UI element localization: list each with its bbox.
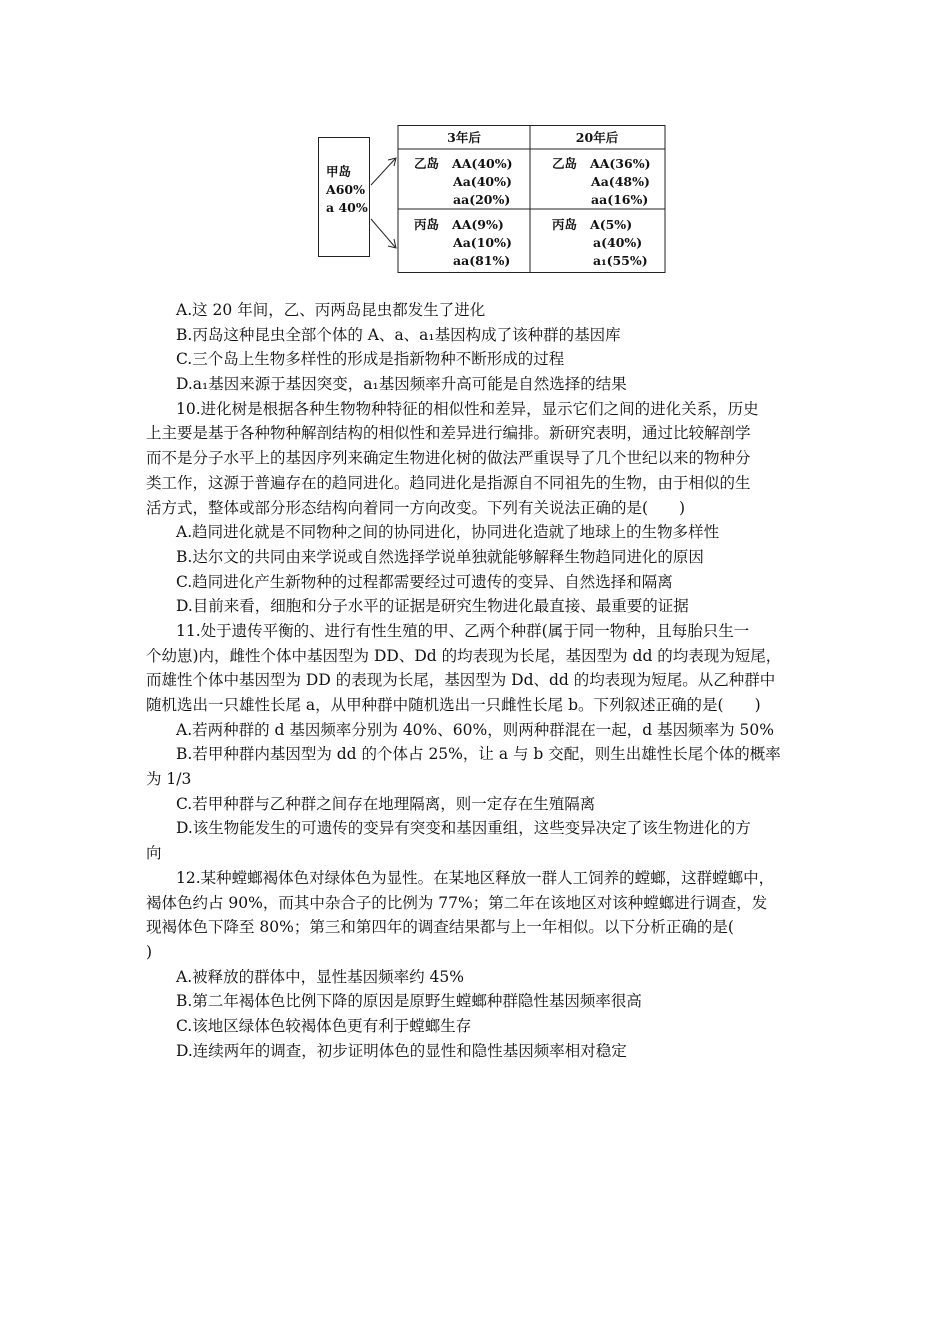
q10-option-d: D.目前来看，细胞和分子水平的证据是研究生物进化最直接、最重要的证据: [176, 597, 689, 616]
bing-3y-Aa: Aa(10%): [453, 235, 512, 250]
yi-3y-aa: aa(20%): [453, 192, 511, 207]
q10-option-b: B.达尔文的共同由来学说或自然选择学说单独就能够解释生物趋同进化的原因: [176, 547, 704, 566]
q12-option-a: A.被释放的群体中，显性基因频率约 45%: [176, 967, 464, 986]
q10-option-a: A.趋同进化就是不同物种之间的协同进化，协同进化造就了地球上的生物多样性: [176, 523, 720, 542]
q12-stem-line-1: 12.某种螳螂褐体色对绿体色为显性。在某地区释放一群人工饲养的螳螂，这群螳螂中，: [176, 868, 775, 887]
q9-option-c: C.三个岛上生物多样性的形成是指新物种不断形成的过程: [176, 350, 565, 369]
yi-20y-aa: aa(16%): [591, 192, 649, 207]
q10-option-c: C.趋同进化产生新物种的过程都需要经过可遗传的变异、自然选择和隔离: [176, 572, 673, 591]
q11-option-b-line-1: B.若甲种群内基因型为 dd 的个体占 25%，让 a 与 b 交配，则生出雄性长尾个体的概率: [176, 745, 781, 764]
q10-stem-line-5: 活方式，整体或部分形态结构向着同一方向改变。下列有关说法正确的是( ): [146, 498, 686, 517]
q9-option-d: D.a₁基因来源于基因突变，a₁基因频率升高可能是自然选择的结果: [176, 375, 627, 394]
yi-20y-Aa: Aa(48%): [591, 174, 650, 189]
source-island-name: 甲岛: [326, 164, 352, 179]
source-allele-a: a 40%: [326, 200, 368, 215]
yi-3y-AA: AA(40%): [452, 156, 513, 171]
q12-stem-line-4: ): [146, 942, 153, 961]
bing-20y-a: a(40%): [593, 235, 643, 250]
q9-option-a: A.这 20 年间，乙、丙两岛昆虫都发生了进化: [176, 301, 486, 319]
source-island-label: [326, 163, 368, 217]
island-yi-20y: 乙岛: [552, 156, 578, 171]
q11-stem-line-3: 而雄性个体中基因型为 DD 的表现为长尾，基因型为 Dd、dd 的均表现为短尾。从乙种群中: [146, 671, 776, 690]
q12-option-c: C.该地区绿体色较褐体色更有利于螳螂生存: [176, 1016, 472, 1035]
q11-option-d-line-1: D.该生物能发生的可遗传的变异有突变和基因重组，这些变异决定了该生物进化的方: [176, 819, 751, 838]
source-allele-A: A60%: [326, 182, 365, 197]
island-bing-3y: 丙岛: [414, 217, 440, 232]
bing-20y-A: A(5%): [590, 217, 633, 232]
header-20-years: 20年后: [575, 130, 619, 145]
q12-stem-line-2: 褐体色约占 90%，而其中杂合子的比例为 77%；第二年在该地区对该种螳螂进行调查，发: [146, 893, 768, 912]
bing-3y-values: [452, 216, 512, 270]
q11-option-d-line-2: 向: [146, 844, 162, 863]
q10-stem-line-3: 而不是分子水平上的基因序列来确定生物进化树的做法严重误导了几个世纪以来的物种分: [146, 449, 751, 468]
bing-20y-a1: a₁(55%): [593, 253, 648, 268]
bing-3y-aa: aa(81%): [453, 253, 511, 268]
q11-option-c: C.若甲种群与乙种群之间存在地理隔离，则一定存在生殖隔离: [176, 794, 596, 813]
q12-option-b: B.第二年褐体色比例下降的原因是原野生螳螂种群隐性基因频率很高: [176, 992, 642, 1011]
header-3-years: 3年后: [447, 130, 481, 145]
q12-stem-line-3: 现褐体色下降至 80%；第三和第四年的调查结果都与上一年相似。以下分析正确的是(: [146, 918, 734, 937]
q10-stem-line-4: 类工作，这源于普遍存在的趋同进化。趋同进化是指源自不同祖先的生物，由于相似的生: [146, 473, 751, 492]
island-bing-20y: 丙岛: [552, 217, 578, 232]
q11-stem-line-2: 个幼崽)内，雌性个体中基因型为 DD、Dd 的均表现为长尾，基因型为 dd 的均表现为短尾，: [146, 646, 782, 665]
q11-option-b-line-2: 为 1/3: [146, 770, 192, 789]
q11-stem-line-4: 随机选出一只雄性长尾 a，从甲种群中随机选出一只雌性长尾 b。下列叙述正确的是( ): [146, 696, 761, 714]
bing-20y-values: [590, 216, 648, 270]
island-genotype-figure: [318, 125, 666, 275]
yi-20y-values: [590, 155, 651, 209]
q12-option-d: D.连续两年的调查，初步证明体色的显性和隐性基因频率相对稳定: [176, 1041, 627, 1060]
q10-stem-line-1: 10.进化树是根据各种生物物种特征的相似性和差异，显示它们之间的进化关系，历史: [176, 399, 759, 418]
yi-20y-AA: AA(36%): [590, 156, 651, 171]
question-text: [146, 298, 808, 1063]
bing-3y-AA: AA(9%): [452, 217, 504, 232]
q10-stem-line-2: 上主要是基于各种物种解剖结构的相似性和差异进行编排。新研究表明，通过比较解剖学: [146, 424, 751, 443]
q11-option-a: A.若两种群的 d 基因频率分别为 40%、60%，则两种群混在一起，d 基因频率为 50%: [176, 720, 774, 739]
q9-option-b: B.丙岛这种昆虫全部个体的 A、a、a₁基因构成了该种群的基因库: [176, 325, 621, 344]
yi-3y-Aa: Aa(40%): [453, 174, 512, 189]
yi-3y-values: [452, 155, 513, 209]
island-yi-3y: 乙岛: [414, 156, 440, 171]
q11-stem-line-1: 11.处于遗传平衡的、进行有性生殖的甲、乙两个种群(属于同一物种，且每胎只生一: [176, 621, 750, 640]
